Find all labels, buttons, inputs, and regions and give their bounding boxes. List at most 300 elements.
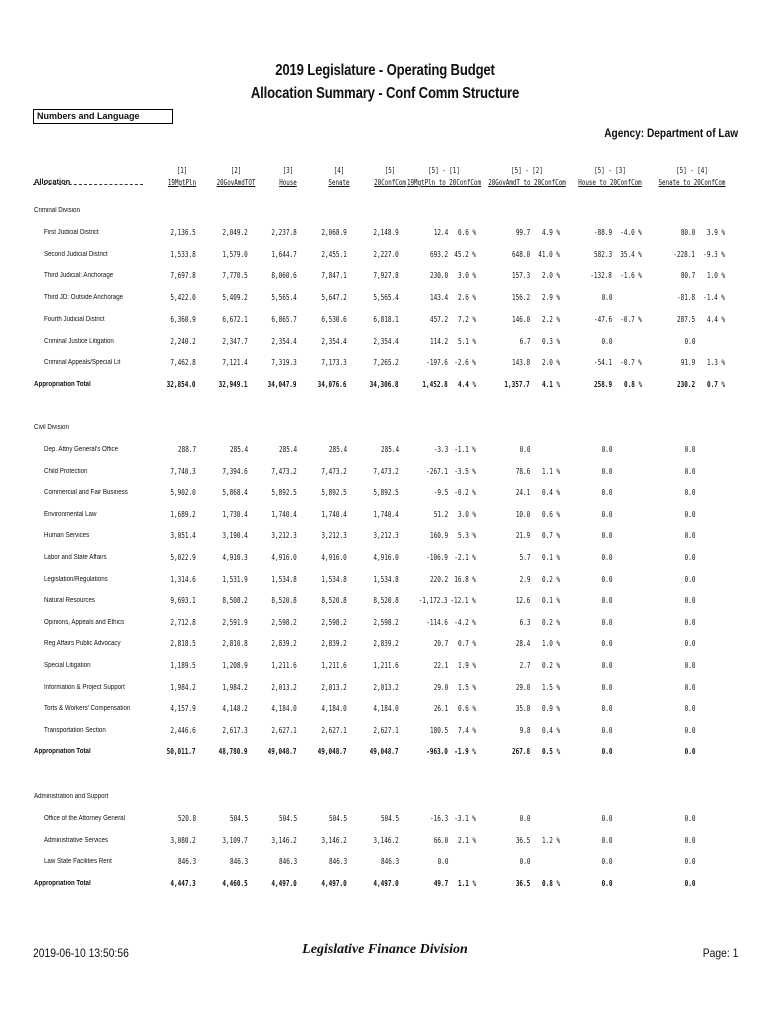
total-cell: 267.8 [511,747,530,757]
table-cell: 5.7 [519,553,530,562]
table-cell: 0.0 [684,488,695,498]
table-cell: 0.0 [684,617,695,627]
table-cell: 0.0 [601,596,612,606]
row-label: Reg Affairs Public Advocacy [44,640,121,648]
table-cell: 0.0 [601,617,612,627]
table-cell: 0.0 [684,682,695,692]
table-cell: 285.4 [380,445,399,454]
table-cell: 0.0 [601,661,612,670]
table-cell: 846.3 [229,857,248,867]
table-cell: 285.4 [229,445,248,454]
row-label: Criminal Appeals/Special Lit [44,359,121,367]
table-cell: 5,022.9 [170,553,196,562]
table-cell: 3,051.4 [170,531,196,541]
table-cell: 7,770.5 [222,271,248,281]
table-cell: 220.2 [429,574,448,584]
table-cell: 4.4 % [706,314,725,324]
table-cell: 0.1 % [541,596,560,606]
table-cell: -0.2 % [454,488,476,498]
table-cell: 4,148.2 [222,704,248,714]
table-cell: 8,508.2 [222,596,248,606]
table-cell: -12.1 % [450,596,476,606]
footer-page-number: Page: 1 [702,946,738,960]
row-label: Special Litigation [44,662,91,669]
table-cell: 1,534.8 [321,574,347,584]
table-cell: 5,902.0 [170,488,196,498]
table-cell: 0.0 [684,814,695,823]
row-label: Administrative Services [44,836,109,844]
column-number-8: [5] - [3] [594,166,626,175]
table-cell: 3,212.3 [373,531,399,541]
table-cell: 0.6 % [457,704,476,714]
total-cell: 49,048.7 [268,747,297,757]
table-cell: 7,473.2 [321,466,347,476]
table-cell: -2.1 % [454,553,476,562]
table-cell: 287.5 [676,314,695,324]
total-cell: 34,047.9 [268,379,297,389]
table-cell: 2.2 % [541,314,560,324]
table-cell: 2.7 [519,661,530,670]
row-label: Child Protection [44,467,88,475]
table-cell: 504.5 [229,814,248,823]
table-cell: 2,237.8 [271,228,297,237]
table-cell: 3,212.3 [321,531,347,541]
total-cell: 0.0 [684,879,695,889]
table-cell: 0.0 [684,661,695,670]
table-cell: 6,818.1 [373,314,399,324]
table-cell: 0.0 [601,814,612,823]
total-cell: 32,854.0 [167,379,196,389]
table-cell: 3,212.3 [271,531,297,541]
table-cell: 7,473.2 [271,466,297,476]
column-number-1: [1] [176,166,188,175]
table-cell: 1,534.8 [373,574,399,584]
row-label: Criminal Justice Litigation [44,337,114,345]
table-cell: 285.4 [328,445,347,454]
row-label: Environmental Law [44,510,97,518]
table-cell: 4,184.0 [321,704,347,714]
table-cell: 2,354.4 [373,336,399,346]
row-label: Information & Project Support [44,683,125,691]
table-cell: 1,740.4 [271,509,297,519]
column-number-2: [2] [230,166,242,175]
total-cell: 50,011.7 [167,747,196,757]
table-cell: 41.0 % [538,249,560,259]
table-cell: 2,598.2 [271,617,297,627]
table-cell: 1,740.4 [373,509,399,519]
table-cell: 2.9 [519,574,530,584]
table-cell: 1,644.7 [271,249,297,259]
table-cell: 0.0 [519,857,530,867]
total-cell: 1,357.7 [504,379,530,389]
table-cell: 648.0 [511,249,530,259]
table-cell: 20.7 [433,639,448,649]
table-cell: 504.5 [278,814,297,823]
table-cell: 78.6 [515,466,530,476]
table-cell: 0.0 [684,509,695,519]
table-cell: 2,810.8 [222,639,248,649]
table-cell: 35.4 % [620,249,642,259]
table-cell: 26.1 [433,704,448,714]
table-cell: 2,068.9 [321,228,347,237]
table-cell: 2.1 % [457,835,476,845]
table-cell: 5,422.0 [170,293,196,303]
table-cell: 0.0 [601,682,612,692]
table-cell: 5,565.4 [271,293,297,303]
table-cell: 0.0 [601,293,612,303]
table-cell: 29.0 [515,682,530,692]
table-cell: 0.0 [684,704,695,714]
table-cell: 4,910.3 [222,553,248,562]
table-cell: 2.6 % [457,293,476,303]
table-cell: 1,208.9 [222,661,248,670]
table-cell: -106.9 [426,553,448,562]
table-cell: 4,916.0 [373,553,399,562]
total-cell: 4.1 % [541,379,560,389]
table-cell: 846.3 [278,857,297,867]
table-cell: 2,627.1 [321,725,347,735]
allocation-header: Allocation [34,177,71,186]
table-cell: 846.3 [380,857,399,867]
table-cell: 160.9 [429,531,448,541]
total-cell: 32,949.1 [219,379,248,389]
table-cell: 2,627.1 [373,725,399,735]
table-cell: -9.3 % [703,249,725,259]
table-cell: 1.1 % [541,466,560,476]
table-cell: 2,839.2 [373,639,399,649]
table-cell: -1,172.3 [419,596,448,606]
row-label: Office of the Attorney General [44,815,126,822]
table-cell: 1.5 % [541,682,560,692]
table-cell: 1,534.8 [271,574,297,584]
footer-division: Legislative Finance Division [302,942,468,957]
table-cell: 2,712.8 [170,617,196,627]
table-cell: 16.8 % [454,574,476,584]
table-cell: 0.0 [601,857,612,867]
table-cell: 8,520.8 [271,596,297,606]
table-cell: -9.5 [433,488,448,498]
table-cell: 5,409.2 [222,293,248,303]
table-cell: 504.5 [380,814,399,823]
table-cell: 0.0 [684,639,695,649]
agency-label: Agency: Department of Law [604,128,738,140]
table-cell: 0.0 [601,704,612,714]
table-cell: 7.4 % [457,725,476,735]
table-cell: 0.0 [684,857,695,867]
table-cell: 2,617.3 [222,725,248,735]
table-cell: 7,740.3 [170,466,196,476]
table-cell: 6,360.9 [170,314,196,324]
table-cell: 0.0 [519,814,530,823]
table-cell: 0.0 [601,835,612,845]
table-cell: 2,354.4 [321,336,347,346]
table-cell: 1,189.5 [170,661,196,670]
table-cell: 0.0 [601,488,612,498]
table-cell: 3.0 % [457,271,476,281]
row-label: Third Judicial: Anchorage [44,272,114,280]
table-cell: 6.7 [519,336,530,346]
table-cell: 9.8 [519,725,530,735]
table-cell: 3.9 % [706,228,725,237]
table-cell: 5,892.5 [373,488,399,498]
table-cell: 0.1 % [541,553,560,562]
table-cell: 0.0 [684,531,695,541]
table-cell: 0.0 [437,857,448,867]
table-cell: -16.3 [429,814,448,823]
table-cell: 5.3 % [457,531,476,541]
table-cell: 2,354.4 [271,336,297,346]
section-heading: Administration and Support [34,793,109,800]
table-cell: -1.4 % [703,293,725,303]
table-cell: 7,847.1 [321,271,347,281]
allocation-header-rule [33,184,143,185]
table-cell: -0.7 % [620,358,642,368]
table-cell: 2,627.1 [271,725,297,735]
table-cell: 520.8 [177,814,196,823]
table-cell: -4.2 % [454,617,476,627]
row-label: Fourth Judicial District [44,315,105,323]
total-cell: 0.8 % [541,879,560,889]
footer-timestamp: 2019-06-10 13:50:56 [33,946,129,960]
table-cell: 1,531.9 [222,574,248,584]
section-heading: Criminal Division [34,207,80,214]
table-cell: 1,579.0 [222,249,248,259]
table-cell: 29.0 [433,682,448,692]
table-cell: 0.2 % [541,574,560,584]
row-label: Second Judicial District [44,250,108,258]
table-cell: 143.4 [429,293,448,303]
total-cell: 4,497.0 [321,879,347,889]
table-cell: 0.0 [601,553,612,562]
table-cell: 7.2 % [457,314,476,324]
table-cell: 4,916.0 [271,553,297,562]
table-cell: 7,697.8 [170,271,196,281]
table-cell: 0.0 [684,725,695,735]
table-cell: 2,591.9 [222,617,248,627]
table-cell: -1.1 % [454,445,476,454]
table-cell: 1,984.2 [222,682,248,692]
table-cell: 2,013.2 [373,682,399,692]
table-cell: 7,265.2 [373,358,399,368]
total-cell: 36.5 [515,879,530,889]
table-cell: 288.7 [177,445,196,454]
row-label: Third JD: Outside Anchorage [44,294,124,302]
total-cell: 0.0 [684,747,695,757]
column-name-6: 19MgtPln to 20ConfCom [407,178,481,187]
table-cell: 0.0 [601,509,612,519]
table-cell: 6,865.7 [271,314,297,324]
row-label: Human Services [44,532,90,540]
table-cell: 5,647.2 [321,293,347,303]
table-cell: 99.7 [515,228,530,237]
table-cell: 80.0 [680,228,695,237]
table-cell: 35.8 [515,704,530,714]
table-cell: 1.0 % [541,639,560,649]
total-cell: 258.9 [593,379,612,389]
table-cell: 5,565.4 [373,293,399,303]
table-cell: 12.4 [433,228,448,237]
total-cell: 48,780.9 [219,747,248,757]
table-cell: 2,013.2 [271,682,297,692]
table-cell: 0.0 [601,445,612,454]
table-cell: 457.2 [429,314,448,324]
total-cell: 0.7 % [706,379,725,389]
column-number-7: [5] - [2] [511,166,543,175]
table-cell: 2.9 % [541,293,560,303]
table-cell: 1.9 % [457,661,476,670]
table-cell: 0.0 [684,466,695,476]
column-name-1: 19MgtPln [167,178,197,187]
table-cell: 0.4 % [541,725,560,735]
table-cell: 0.0 [601,466,612,476]
total-cell: 4.4 % [457,379,476,389]
table-cell: 2,240.2 [170,336,196,346]
table-cell: 1,984.2 [170,682,196,692]
table-cell: 36.5 [515,835,530,845]
column-number-4: [4] [333,166,345,175]
column-name-4: Senate [328,178,350,187]
table-cell: 4,184.0 [373,704,399,714]
table-cell: 582.3 [593,249,612,259]
numbers-language-box: Numbers and Language [33,109,173,124]
table-cell: 9,693.1 [170,596,196,606]
table-cell: 3,146.2 [373,835,399,845]
table-cell: 0.0 [601,336,612,346]
table-cell: 285.4 [278,445,297,454]
column-name-9: Senate to 20ConfCom [658,178,726,187]
total-cell: -963.0 [426,747,448,757]
column-name-3: House [279,178,297,187]
table-cell: 1.0 % [706,271,725,281]
table-cell: 1,211.6 [373,661,399,670]
table-cell: 114.2 [429,336,448,346]
page-title-2: Allocation Summary - Conf Comm Structure [250,85,520,102]
table-cell: 7,927.8 [373,271,399,281]
table-cell: 80.7 [680,271,695,281]
table-cell: 5,868.4 [222,488,248,498]
table-cell: 1,211.6 [271,661,297,670]
table-cell: 2,227.0 [373,249,399,259]
row-label: Torts & Workers' Compensation [44,705,131,713]
table-cell: 0.0 [601,531,612,541]
total-cell: 4,497.0 [271,879,297,889]
table-cell: 0.0 [684,553,695,562]
table-cell: 0.0 [684,596,695,606]
table-cell: 10.0 [515,509,530,519]
table-cell: 5.1 % [457,336,476,346]
table-cell: 1,730.4 [222,509,248,519]
table-cell: 7,173.3 [321,358,347,368]
table-cell: 51.2 [433,509,448,519]
table-cell: 0.4 % [541,488,560,498]
table-cell: 1,689.2 [170,509,196,519]
table-cell: 230.0 [429,271,448,281]
table-cell: -3.1 % [454,814,476,823]
table-cell: 3.0 % [457,509,476,519]
total-cell: 0.0 [601,747,612,757]
table-cell: 7,473.2 [373,466,399,476]
row-label: Labor and State Affairs [44,554,107,561]
row-label: Opinions, Appeals and Ethics [44,618,125,626]
column-number-9: [5] - [4] [676,166,708,175]
table-cell: -3.3 [433,445,448,454]
table-cell: 2.0 % [541,358,560,368]
table-cell: 1,533.8 [170,249,196,259]
table-cell: 0.6 % [541,509,560,519]
table-cell: 2,347.7 [222,336,248,346]
table-cell: -197.6 [426,358,448,368]
total-cell: 230.2 [676,379,695,389]
table-cell: 846.3 [328,857,347,867]
table-cell: 1,740.4 [321,509,347,519]
table-cell: 4,916.0 [321,553,347,562]
total-cell: 49,048.7 [318,747,347,757]
table-cell: 2,136.5 [170,228,196,237]
table-cell: 3,190.4 [222,531,248,541]
row-label: Dep. Attny General's Office [44,446,119,453]
table-cell: 5,892.5 [271,488,297,498]
table-cell: 7,121.4 [222,358,248,368]
row-label: Commercial and Fair Business [44,489,128,497]
appropriation-total-label: Appropriation Total [34,880,91,888]
column-number-5: [5] [384,166,396,175]
total-cell: 1,452.8 [422,379,448,389]
table-cell: 24.1 [515,488,530,498]
page-title-1: 2019 Legislature - Operating Budget [275,62,495,79]
table-cell: 1,211.6 [321,661,347,670]
column-name-8: House to 20ConfCom [578,178,642,187]
table-cell: 1.2 % [541,835,560,845]
table-cell: 0.2 % [541,617,560,627]
table-cell: 2,148.9 [373,228,399,237]
row-label: Natural Resources [44,597,96,605]
table-cell: -228.1 [673,249,695,259]
column-number-3: [3] [282,166,294,175]
table-cell: 3,080.2 [170,835,196,845]
table-cell: 6,672.1 [222,314,248,324]
table-cell: 156.2 [511,293,530,303]
table-cell: 1,314.6 [170,574,196,584]
table-cell: 0.0 [601,725,612,735]
table-cell: 0.0 [684,445,695,454]
table-cell: 0.0 [684,835,695,845]
table-cell: 8,520.8 [321,596,347,606]
table-cell: 2,839.2 [271,639,297,649]
table-cell: 180.5 [429,725,448,735]
table-cell: 2,839.2 [321,639,347,649]
table-cell: -81.8 [676,293,695,303]
column-name-5: 20ConfCom [374,178,406,187]
section-heading: Civil Division [34,424,69,431]
table-cell: 0.2 % [541,661,560,670]
table-cell: 0.0 [601,639,612,649]
table-cell: -4.0 % [620,228,642,237]
total-cell: 34,306.8 [370,379,399,389]
table-cell: 846.3 [177,857,196,867]
table-cell: 0.7 % [457,639,476,649]
table-cell: 66.0 [433,835,448,845]
table-cell: -1.6 % [620,271,642,281]
row-label: Legislation/Regulations [44,575,108,583]
table-cell: -47.6 [593,314,612,324]
table-cell: 7,394.6 [222,466,248,476]
table-cell: -0.7 % [620,314,642,324]
total-cell: 49,048.7 [370,747,399,757]
table-cell: 0.0 [601,574,612,584]
table-cell: 0.9 % [541,704,560,714]
row-label: First Judicial District [44,229,99,236]
table-cell: 4.9 % [541,228,560,237]
